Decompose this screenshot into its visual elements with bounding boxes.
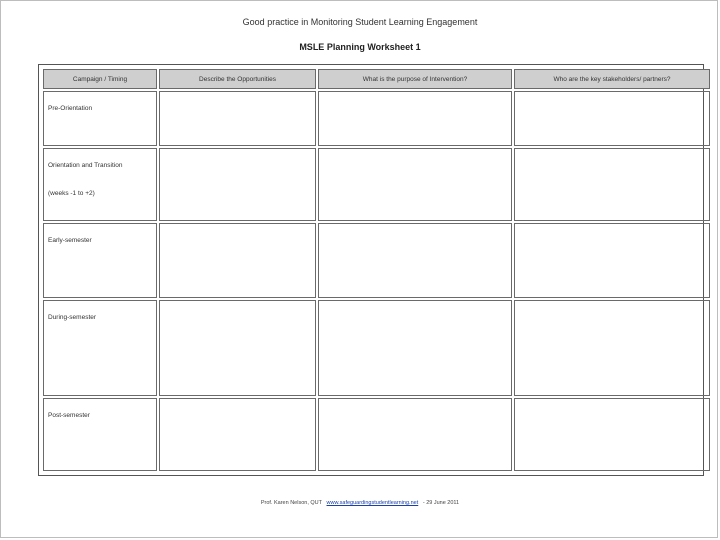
input-cell-opportunities[interactable]	[159, 223, 316, 298]
column-header-campaign-timing: Campaign / Timing	[43, 69, 157, 89]
table-row	[43, 223, 710, 298]
input-cell-stakeholders[interactable]	[514, 223, 710, 298]
table-header-row	[43, 69, 710, 89]
row-label-cell	[43, 300, 157, 396]
input-cell-opportunities[interactable]	[159, 398, 316, 471]
table-row	[43, 91, 710, 146]
worksheet-title: MSLE Planning Worksheet 1	[299, 42, 421, 52]
row-label-cell	[43, 398, 157, 471]
input-cell-purpose[interactable]	[318, 91, 512, 146]
table-row	[43, 398, 710, 471]
table-row	[43, 300, 710, 396]
footer-date: - 29 June 2011	[422, 500, 460, 506]
row-label: Early-semester	[48, 236, 92, 244]
input-cell-purpose[interactable]	[318, 398, 512, 471]
row-label-cell	[43, 148, 157, 221]
input-cell-stakeholders[interactable]	[514, 91, 710, 146]
column-header-purpose: What is the purpose of Intervention?	[318, 69, 512, 89]
row-label: During-semester	[48, 313, 97, 321]
footer-author: Prof. Karen Nelson, QUT	[260, 500, 322, 506]
input-cell-opportunities[interactable]	[159, 91, 316, 146]
input-cell-stakeholders[interactable]	[514, 398, 710, 471]
input-cell-purpose[interactable]	[318, 300, 512, 396]
planning-worksheet	[38, 64, 704, 476]
page-footer	[0, 500, 720, 506]
footer-link[interactable]: www.safeguardingstudentlearning.net	[326, 500, 419, 506]
input-cell-stakeholders[interactable]	[514, 148, 710, 221]
planning-table	[41, 67, 712, 473]
row-label: Post-semester	[48, 412, 90, 420]
input-cell-opportunities[interactable]	[159, 148, 316, 221]
input-cell-opportunities[interactable]	[159, 300, 316, 396]
row-label-cell	[43, 223, 157, 298]
input-cell-purpose[interactable]	[318, 148, 512, 221]
input-cell-purpose[interactable]	[318, 223, 512, 298]
table-row	[43, 148, 710, 221]
document-title: Good practice in Monitoring Student Learning Engagement	[242, 17, 478, 27]
input-cell-stakeholders[interactable]	[514, 300, 710, 396]
column-header-opportunities: Describe the Opportunities	[159, 69, 316, 89]
row-sublabel: (weeks -1 to +2)	[48, 190, 95, 198]
column-header-stakeholders: Who are the key stakeholders/ partners?	[514, 69, 710, 89]
row-label-cell	[43, 91, 157, 146]
row-label: Orientation and Transition	[48, 161, 123, 169]
row-label: Pre-Orientation	[48, 105, 93, 113]
